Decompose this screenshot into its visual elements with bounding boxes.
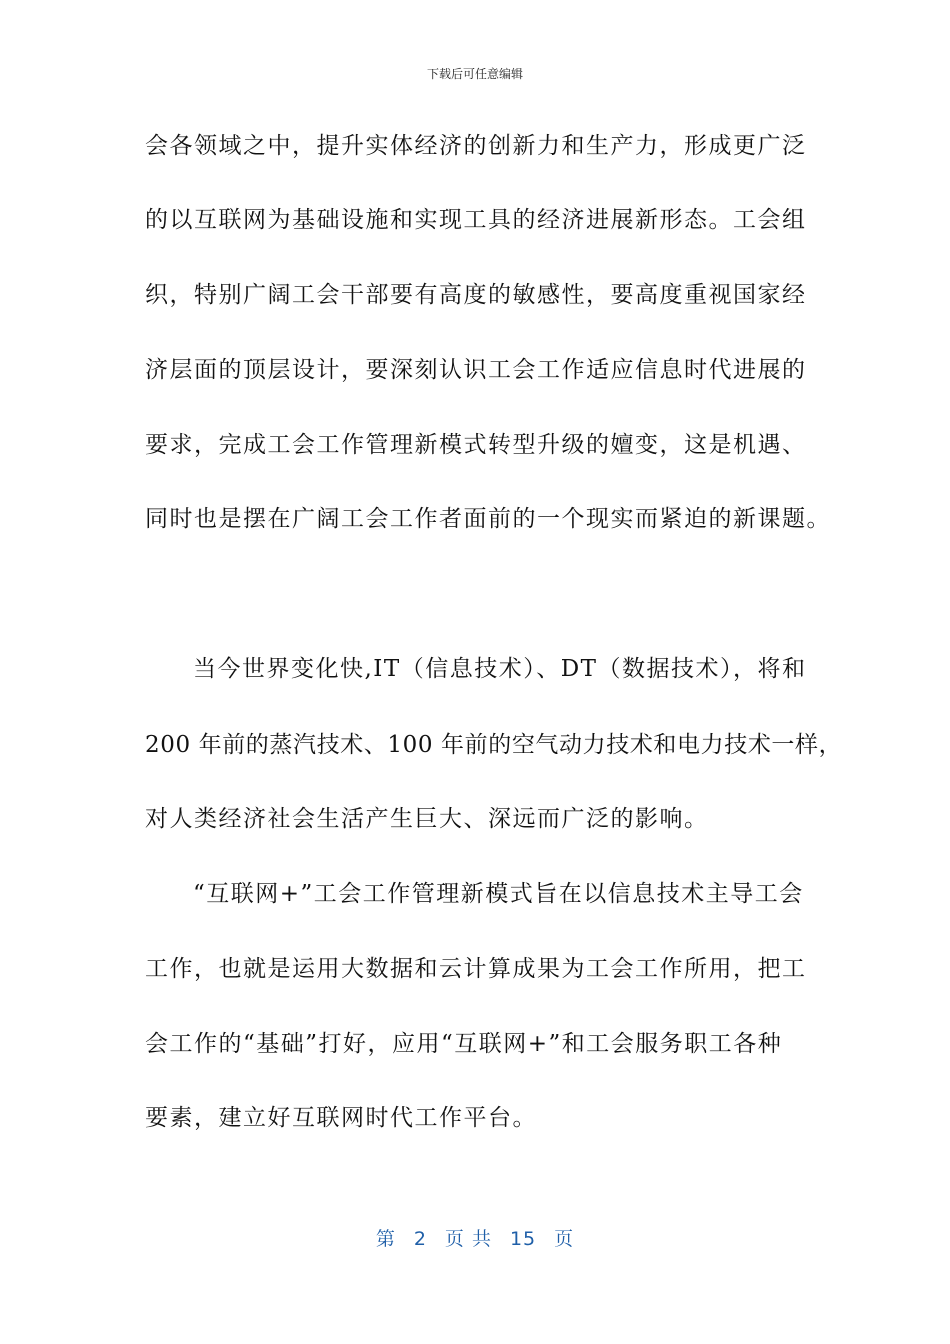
paragraph-2-line-3: 对人类经济社会生活产生巨大、深远而广泛的影响。 bbox=[145, 806, 709, 832]
paragraph-2-line-2: 200 年前的蒸汽技术、100 年前的空气动力技术和电力技术一样， bbox=[145, 732, 843, 758]
paragraph-1-line-2: 的以互联网为基础设施和实现工具的经济进展新形态。工会组 bbox=[145, 207, 807, 233]
page-prefix: 第 bbox=[375, 1228, 396, 1250]
paragraph-2-line-1: 当今世界变化快,IT（信息技术）、DT（数据技术），将和 bbox=[193, 656, 807, 682]
page-number: 2 bbox=[413, 1228, 427, 1250]
page-total: 15 bbox=[509, 1228, 537, 1250]
paragraph-1-line-3: 织，特别广阔工会干部要有高度的敏感性，要高度重视国家经 bbox=[145, 282, 807, 308]
page-suffix: 页 bbox=[554, 1228, 575, 1250]
paragraph-1-line-5: 要求，完成工会工作管理新模式转型升级的嬗变，这是机遇、 bbox=[145, 432, 807, 458]
paragraph-1-line-4: 济层面的顶层设计，要深刻认识工会工作适应信息时代进展的 bbox=[145, 357, 807, 383]
paragraph-3-line-3: 会工作的“基础”打好，应用“互联网+”和工会服务职工各种 bbox=[145, 1031, 783, 1057]
page-footer bbox=[0, 1226, 950, 1252]
paragraph-3-line-2: 工作，也就是运用大数据和云计算成果为工会工作所用，把工 bbox=[145, 956, 807, 982]
paragraph-3-line-1: “互联网+”工会工作管理新模式旨在以信息技术主导工会 bbox=[193, 881, 804, 907]
page-header: 下载后可任意编辑 bbox=[426, 67, 523, 81]
paragraph-1-line-1: 会各领域之中，提升实体经济的创新力和生产力，形成更广泛 bbox=[145, 133, 807, 159]
paragraph-3-line-4: 要素，建立好互联网时代工作平台。 bbox=[145, 1105, 537, 1131]
page-mid: 页 共 bbox=[444, 1228, 492, 1250]
paragraph-1-line-6: 同时也是摆在广阔工会工作者面前的一个现实而紧迫的新课题。 bbox=[145, 506, 831, 532]
